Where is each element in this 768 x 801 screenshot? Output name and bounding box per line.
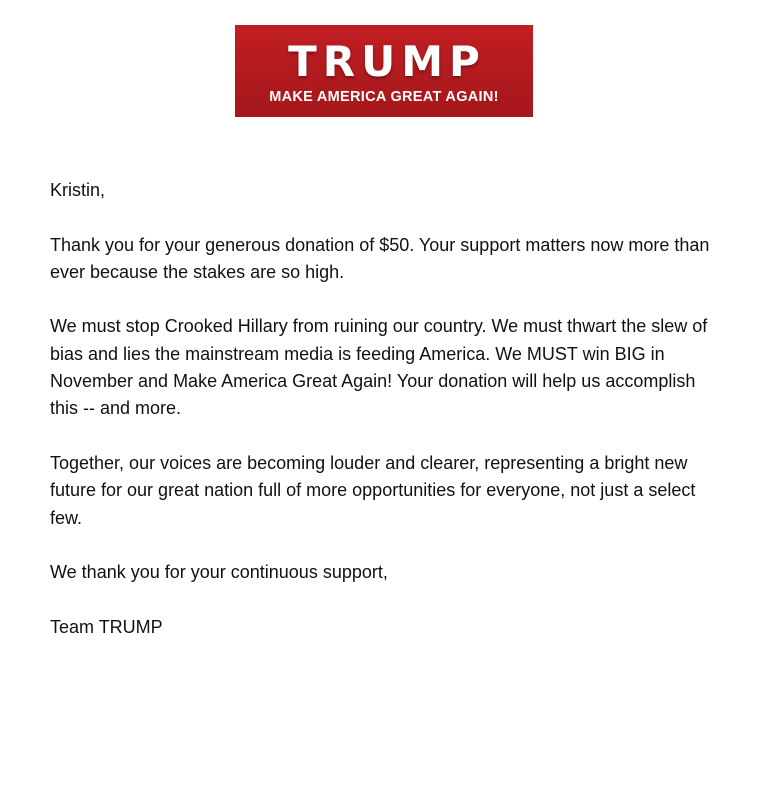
- letter-body: [50, 177, 720, 668]
- letter-signature: Team TRUMP: [50, 616, 163, 637]
- letter-paragraph-together: Together, our voices are becoming louder and clearer, representing a bright new future for our great nation full of more opportunities for everyone, not just a select few.: [50, 452, 696, 528]
- letter-paragraph-mission: We must stop Crooked Hillary from ruining our country. We must thwart the slew of bias and lies the mainstream media is feeding America. We MUST win BIG in November and Make America Great Again! Your donation will help us accomplish this -- and more.: [50, 316, 708, 419]
- letter-greeting: Kristin,: [50, 180, 106, 200]
- logo-tagline: MAKE AMERICA GREAT AGAIN!: [269, 89, 499, 105]
- letter-closing: We thank you for your continuous support,: [50, 562, 388, 583]
- letter-paragraph-thanks: Thank you for your generous donation of $50. Your support matters now more than ever because the stakes are so high.: [50, 234, 710, 282]
- trump-logo-banner: [235, 25, 533, 117]
- logo-name: TRUMP: [288, 37, 486, 86]
